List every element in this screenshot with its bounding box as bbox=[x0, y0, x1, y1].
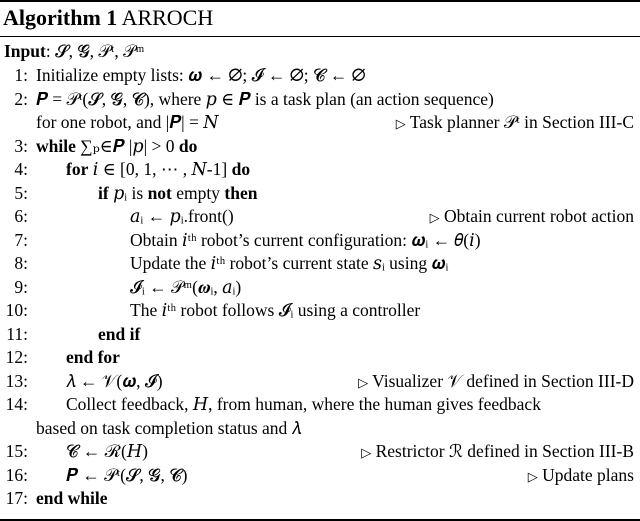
line-content bbox=[36, 417, 301, 440]
algorithm-line bbox=[0, 417, 640, 440]
line-number: 15: bbox=[5, 441, 28, 461]
line-number: 4: bbox=[14, 159, 28, 179]
statement-text: Update the 𝑖ᵗʰ robot’s current state 𝑠ᵢ using 𝝎ᵢ bbox=[130, 253, 449, 273]
algorithm-line bbox=[0, 276, 640, 299]
line-content bbox=[36, 64, 366, 87]
line-number: 16: bbox=[5, 464, 28, 485]
statement-text: 𝑷 ← 𝒫ᵗ(𝓢, 𝓖, 𝓒) bbox=[66, 464, 188, 485]
line-content bbox=[98, 182, 257, 205]
statement-text: 𝑖 ∈ [0, 1, ⋯ , 𝑁-1] bbox=[92, 159, 228, 179]
line-number: 6: bbox=[14, 206, 28, 226]
line-number: 13: bbox=[5, 370, 28, 391]
line-number: 9: bbox=[14, 276, 28, 297]
keyword: not bbox=[147, 182, 172, 203]
input-args: : 𝓢, 𝓖, 𝒫ᵗ, 𝒫ᵐ bbox=[45, 41, 145, 61]
line-number: 3: bbox=[14, 135, 28, 156]
keyword: for bbox=[66, 159, 89, 179]
line-number: 14: bbox=[5, 394, 28, 414]
line-number: 5: bbox=[14, 182, 28, 203]
algorithm-line bbox=[0, 64, 640, 87]
statement-text: Obtain 𝑖ᵗʰ robot’s current configuration: 𝝎ᵢ ← 𝜃(𝑖) bbox=[130, 229, 481, 250]
algorithm-line bbox=[0, 346, 640, 369]
statement-text: 𝜆 ← 𝒱(𝝎, 𝓘) bbox=[66, 370, 163, 391]
line-content bbox=[36, 88, 494, 111]
line-content bbox=[66, 158, 250, 181]
algorithm-line bbox=[0, 135, 640, 158]
line-content bbox=[36, 135, 197, 158]
statement-text: Collect feedback, 𝐻, from human, where the human gives feedback bbox=[66, 394, 541, 414]
line-content bbox=[36, 111, 219, 134]
line-content bbox=[66, 346, 120, 369]
comment-text: Restrictor ℛ defined in Section III-B bbox=[375, 441, 634, 461]
keyword: end while bbox=[36, 488, 108, 508]
statement-text: 𝑝ᵢ is bbox=[113, 182, 144, 203]
algorithm-line bbox=[0, 323, 640, 346]
algorithm-line bbox=[0, 252, 640, 275]
line-content bbox=[36, 487, 107, 510]
statement-text: empty bbox=[176, 182, 221, 203]
keyword: do bbox=[178, 135, 198, 156]
algorithm-line bbox=[0, 158, 640, 181]
line-number: 1: bbox=[14, 65, 28, 85]
algorithm-line bbox=[0, 464, 640, 487]
algorithm-line bbox=[0, 370, 640, 393]
line-number: 12: bbox=[5, 347, 28, 367]
title-rule bbox=[0, 36, 640, 37]
statement-text: based on task completion status and 𝜆 bbox=[36, 417, 302, 438]
line-comment bbox=[528, 464, 634, 488]
line-content bbox=[66, 440, 148, 463]
comment-marker-icon: ▷ bbox=[395, 116, 406, 131]
algorithm-line bbox=[0, 440, 640, 463]
statement-text: Initialize empty lists: 𝝎 ← ∅; 𝓘 ← ∅; 𝓒 ← ∅ bbox=[36, 65, 366, 85]
comment-marker-icon: ▷ bbox=[361, 445, 372, 460]
algorithm-line bbox=[0, 88, 640, 111]
statement-text: 𝑷 = 𝒫ᵗ(𝓢, 𝓖, 𝓒), where 𝑝 ∈ 𝑷 is a task plan (an action sequence) bbox=[36, 88, 494, 109]
statement-text: 𝓒 ← ℛ(𝐻) bbox=[66, 441, 148, 461]
comment-text: Obtain current robot action bbox=[443, 206, 634, 226]
statement-text: for one robot, and |𝑷| = 𝑁 bbox=[36, 112, 219, 132]
line-number: 10: bbox=[5, 300, 28, 320]
algorithm-line bbox=[0, 111, 640, 134]
line-comment bbox=[361, 440, 634, 464]
statement-text: ∑ₚ∈𝑷 |𝑝| > 0 bbox=[80, 135, 175, 156]
line-comment bbox=[396, 111, 634, 135]
algorithm-line bbox=[0, 205, 640, 228]
line-number: 17: bbox=[5, 488, 28, 508]
algorithm-title bbox=[3, 5, 213, 31]
algorithm-line bbox=[0, 299, 640, 322]
top-rule bbox=[0, 0, 640, 2]
input-keyword: Input bbox=[4, 41, 46, 61]
algorithm-label: Algorithm 1 bbox=[3, 5, 118, 30]
comment-marker-icon: ▷ bbox=[429, 210, 440, 225]
line-content bbox=[130, 229, 481, 252]
algorithm-name: ARROCH bbox=[121, 5, 214, 30]
comment-marker-icon: ▷ bbox=[527, 468, 538, 484]
line-number: 2: bbox=[14, 88, 28, 109]
keyword: end for bbox=[66, 347, 120, 367]
line-number: 8: bbox=[14, 253, 28, 273]
line-content bbox=[66, 370, 163, 393]
line-content bbox=[66, 393, 541, 416]
line-content bbox=[66, 464, 187, 487]
line-comment bbox=[358, 370, 634, 394]
input-line bbox=[0, 40, 640, 63]
statement-text: 𝓘ᵢ ← 𝒫ᵐ(𝝎ᵢ, 𝑎ᵢ) bbox=[130, 276, 242, 297]
line-number: 7: bbox=[14, 229, 28, 250]
algorithm-line bbox=[0, 487, 640, 510]
keyword: while bbox=[36, 135, 76, 156]
line-content bbox=[130, 276, 241, 299]
line-content bbox=[98, 323, 140, 346]
line-content bbox=[130, 205, 234, 228]
statement-text: 𝑎ᵢ ← 𝑝ᵢ.front() bbox=[130, 206, 234, 226]
comment-marker-icon: ▷ bbox=[358, 374, 369, 390]
keyword: end if bbox=[98, 323, 141, 344]
comment-text: Task planner 𝒫ᵗ in Section III-C bbox=[409, 112, 634, 132]
line-content bbox=[130, 252, 448, 275]
comment-text: Visualizer 𝒱 defined in Section III-D bbox=[372, 370, 634, 391]
statement-text: The 𝑖ᵗʰ robot follows 𝓘ᵢ using a controller bbox=[130, 300, 421, 320]
line-content bbox=[130, 299, 420, 322]
keyword: do bbox=[231, 159, 251, 179]
keyword: then bbox=[224, 182, 258, 203]
algorithm-line bbox=[0, 182, 640, 205]
line-comment bbox=[430, 205, 634, 229]
line-number: 11: bbox=[6, 323, 28, 344]
keyword: if bbox=[98, 182, 109, 203]
algorithm-line bbox=[0, 393, 640, 416]
comment-text: Update plans bbox=[542, 464, 634, 485]
algorithm-line bbox=[0, 229, 640, 252]
